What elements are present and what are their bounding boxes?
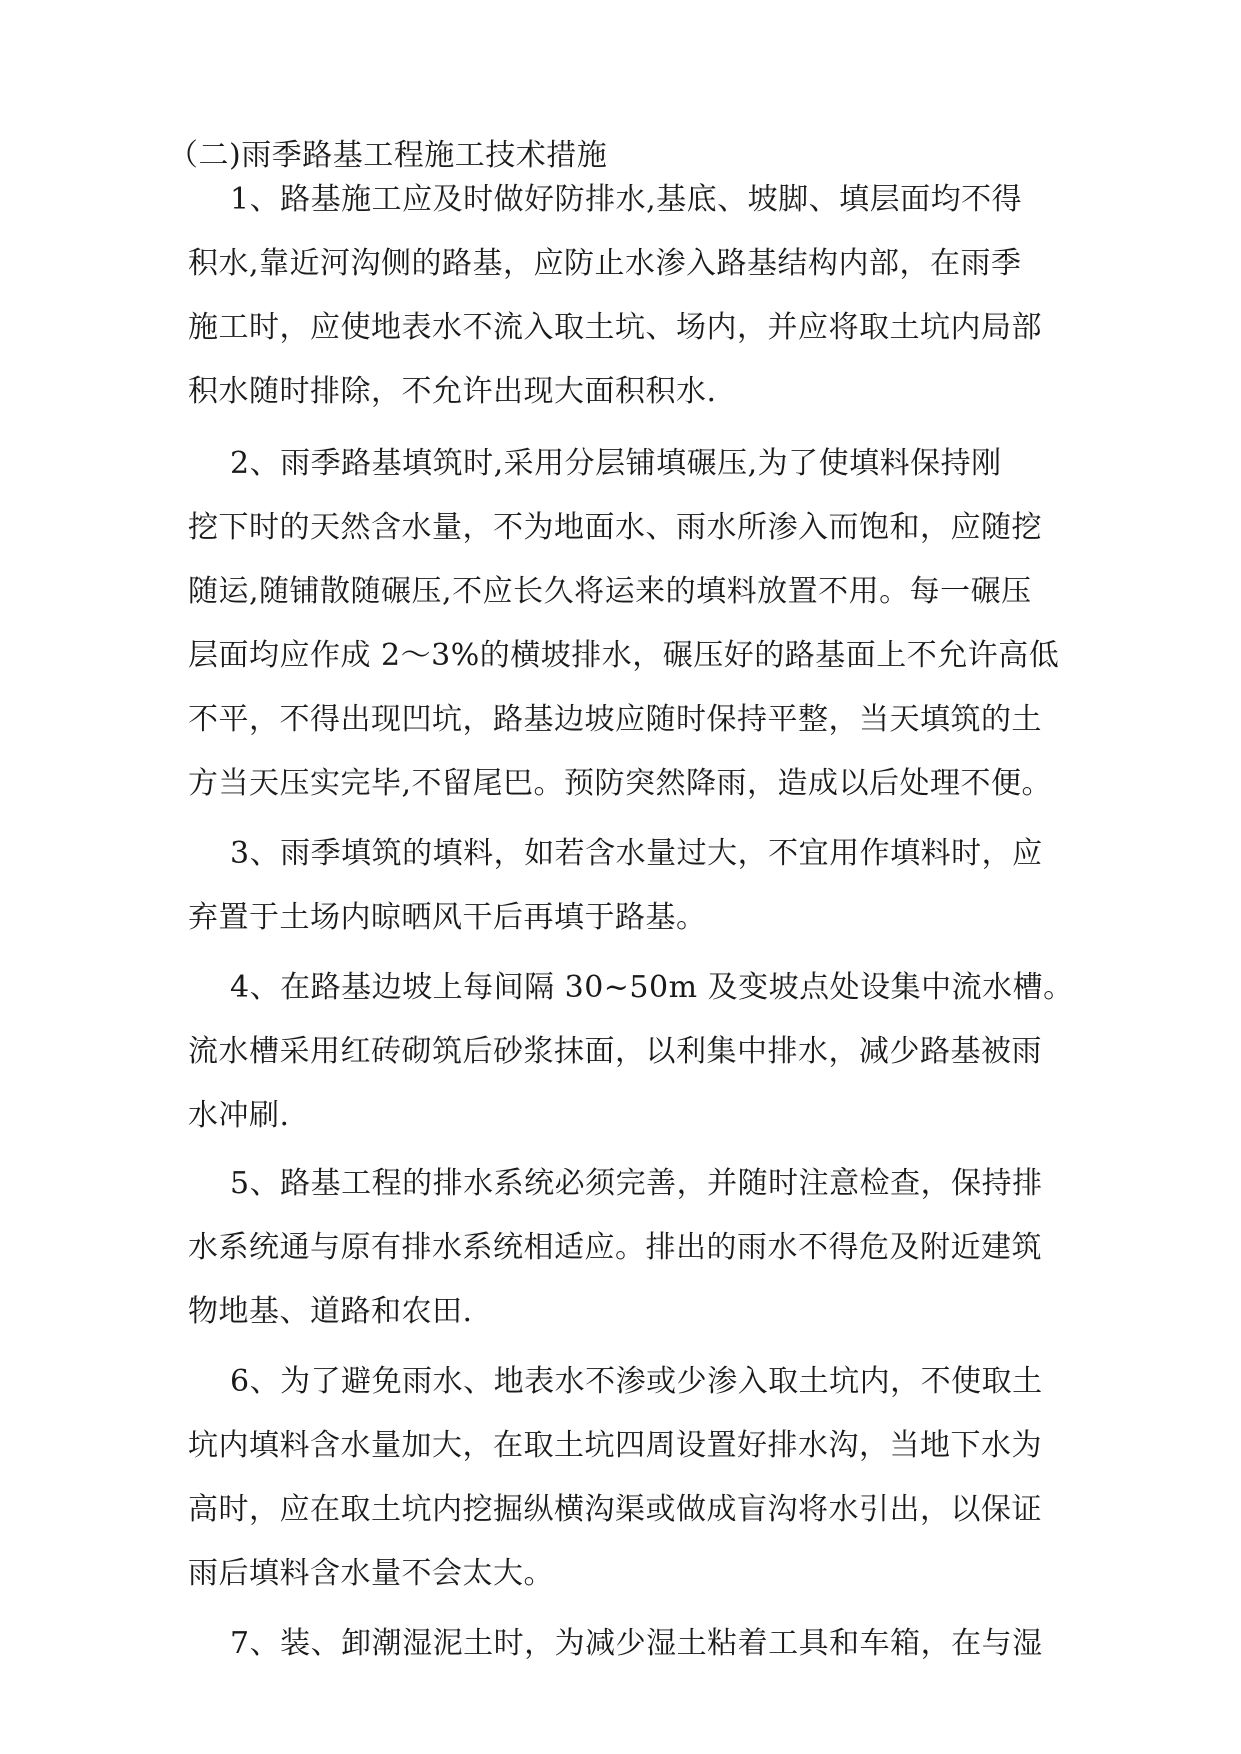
paragraph-6 [188,1350,1058,1606]
paragraph-line: 层面均应作成 2～3%的横坡排水，碾压好的路基面上不允许高低 [188,638,1060,673]
paragraph-line: 雨后填料含水量不会太大。 [188,1556,554,1591]
paragraph-line: 挖下时的天然含水量，不为地面水、雨水所渗入而饱和，应随挖 [188,510,1042,545]
paragraph-line: 5、路基工程的排水系统必须完善，并随时注意检查，保持排 [230,1166,1043,1201]
paragraph-4 [188,956,1074,1148]
paragraph-line: 4、在路基边坡上每间隔 30~50m 及变坡点处设集中流水槽。 [230,970,1074,1005]
paragraph-1 [188,168,1058,424]
paragraph-line: 积水随时排除，不允许出现大面积积水. [188,374,717,409]
paragraph-line: 随运,随铺散随碾压,不应长久将运来的填料放置不用。每一碾压 [188,574,1032,609]
paragraph-line: 施工时，应使地表水不流入取土坑、场内，并应将取土坑内局部 [188,310,1042,345]
paragraph-line: 不平，不得出现凹坑，路基边坡应随时保持平整，当天填筑的土 [188,702,1042,737]
paragraph-line: 6、为了避免雨水、地表水不渗或少渗入取土坑内，不使取土 [230,1364,1043,1399]
paragraph-line: 积水,靠近河沟侧的路基，应防止水渗入路基结构内部，在雨季 [188,246,1022,281]
paragraph-5 [188,1152,1058,1344]
paragraph-2 [188,432,1058,816]
paragraph-line: 流水槽采用红砖砌筑后砂浆抹面，以利集中排水，减少路基被雨 [188,1034,1042,1069]
paragraph-line: 坑内填料含水量加大，在取土坑四周设置好排水沟，当地下水为 [188,1428,1042,1463]
paragraph-line: 2、雨季路基填筑时,采用分层铺填碾压,为了使填料保持刚 [230,446,1002,481]
paragraph-7 [188,1612,1058,1676]
paragraph-line: 7、装、卸潮湿泥土时，为减少湿土粘着工具和车箱，在与湿 [230,1626,1043,1661]
paragraph-line: 弃置于土场内晾晒风干后再填于路基。 [188,900,707,935]
paragraph-line: 1、路基施工应及时做好防排水,基底、坡脚、填层面均不得 [230,182,1023,217]
paragraph-line: 方当天压实完毕,不留尾巴。预防突然降雨，造成以后处理不便。 [188,766,1053,801]
paragraph-line: 高时，应在取土坑内挖掘纵横沟渠或做成盲沟将水引出，以保证 [188,1492,1042,1527]
paragraph-line: 水冲刷. [188,1098,290,1133]
section-heading: （二)雨季路基工程施工技术措施 [168,138,608,173]
paragraph-line: 水系统通与原有排水系统相适应。排出的雨水不得危及附近建筑 [188,1230,1042,1265]
paragraph-3 [188,822,1058,950]
paragraph-line: 3、雨季填筑的填料，如若含水量过大，不宜用作填料时，应 [230,836,1043,871]
paragraph-line: 物地基、道路和农田. [188,1294,473,1329]
